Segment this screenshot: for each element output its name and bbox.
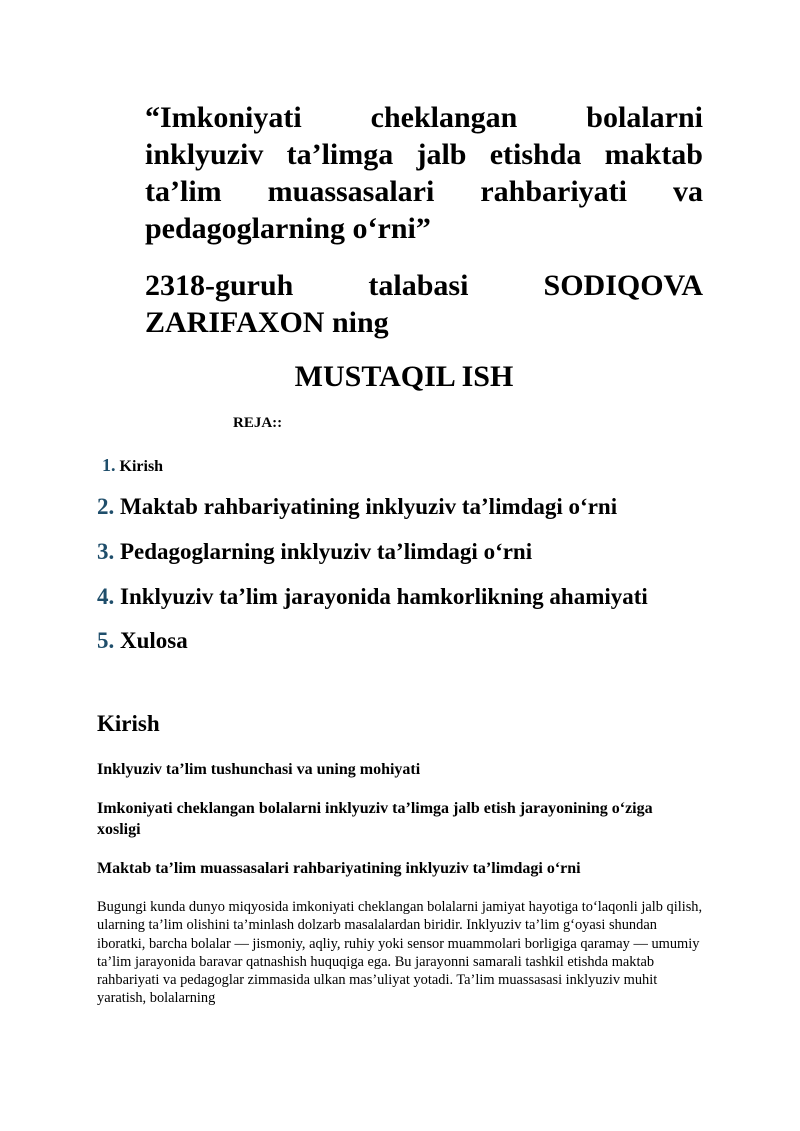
plan-item-text: Pedagoglarning inklyuziv ta’limdagi o‘rni — [120, 539, 533, 564]
subheading-2: Imkoniyati cheklangan bolalarni inklyuziv ta’limga jalb etish jarayonining o‘ziga xosligi — [97, 800, 653, 838]
section-heading: Kirish — [97, 711, 160, 736]
plan-item-3 — [97, 539, 532, 565]
plan-item-number: 5. — [97, 628, 115, 653]
document-title: “Imkoniyati cheklangan bolalarni inklyuziv ta’limga jalb etishda maktab ta’lim muassasalari rahbariyati va pedagoglarning o‘rni” — [145, 101, 703, 245]
subheading-3: Maktab ta’lim muassasalari rahbariyatining inklyuziv ta’limdagi o‘rni — [97, 860, 581, 877]
author-line: 2318-guruh talabasi SODIQOVA ZARIFAXON ning — [145, 269, 703, 339]
subheading-1: Inklyuziv ta’lim tushunchasi va uning mohiyati — [97, 761, 421, 778]
plan-item-number: 4. — [97, 584, 115, 609]
plan-item-number: 1. — [102, 455, 116, 475]
plan-item-1 — [102, 455, 163, 476]
plan-item-number: 3. — [97, 539, 115, 564]
plan-item-5 — [97, 628, 188, 654]
body-paragraph: Bugungi kunda dunyo miqyosida imkoniyati cheklangan bolalarni jamiyat hayotiga to‘laqonli jalb qilish, ularning ta’lim olishini ta’minlash dolzarb masalalardan biridir. Inklyuziv ta’lim g‘oyasi shundan iboratki, barcha bolalar — jismoniy, aqliy, ruhiy yoki sensor muammolari borligiga qaramay — umumiy ta’lim jarayonida baravar qatnashish huquqiga ega. Bu jarayonni samarali tashkil etishda maktab rahbariyati va pedagoglar zimmasida ulkan mas’uliyat yotadi. Ta’lim muassasasi inklyuziv muhit yaratish, bolalarning — [97, 899, 703, 1007]
plan-item-text: Kirish — [119, 458, 164, 475]
plan-item-number: 2. — [97, 494, 115, 519]
plan-item-text: Inklyuziv ta’lim jarayonida hamkorlikning ahamiyati — [120, 584, 648, 609]
plan-item-text: Xulosa — [120, 628, 188, 653]
plan-item-text: Maktab rahbariyatining inklyuziv ta’limdagi o‘rni — [120, 494, 618, 519]
work-type-heading: MUSTAQIL ISH — [294, 360, 514, 393]
plan-item-4 — [97, 584, 648, 610]
plan-heading: REJA:: — [233, 415, 283, 431]
plan-item-2 — [97, 494, 617, 520]
